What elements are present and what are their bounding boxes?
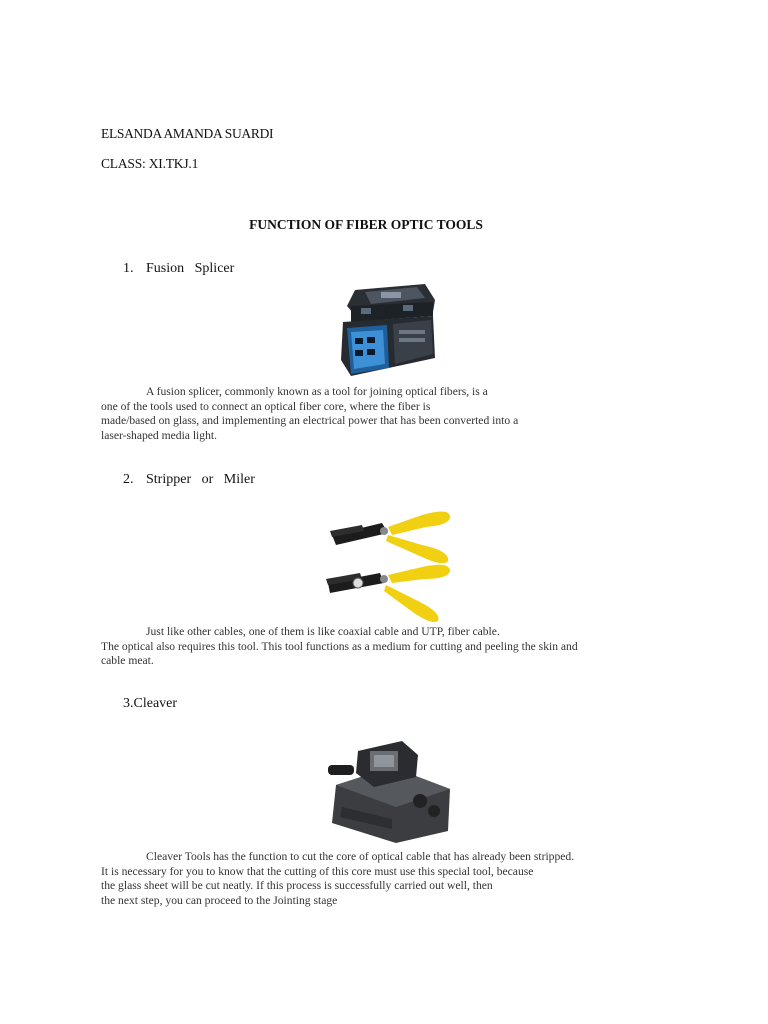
section-title: Fusion Splicer <box>146 261 235 276</box>
paragraph-line: one of the tools used to connect an optical fiber core, where the fiber is <box>101 399 431 413</box>
stripper-image <box>322 505 454 625</box>
cleaver-description <box>101 850 574 909</box>
fusion-splicer-description <box>101 385 518 444</box>
paragraph-line: cable meat. <box>101 654 154 668</box>
section-heading-fusion-splicer <box>123 261 234 277</box>
paragraph-line: made/based on glass, and implementing an electrical power that has been converted into a <box>101 414 519 428</box>
section-number: 2. <box>123 472 134 487</box>
class-label: CLASS: XI.TKJ.1 <box>101 156 199 171</box>
paragraph-line: Cleaver Tools has the function to cut the core of optical cable that has already been stripped. <box>146 850 575 863</box>
section-heading-cleaver: 3.Cleaver <box>123 696 178 711</box>
paragraph-line: laser-shaped media light. <box>101 429 217 443</box>
section-title: Stripper or Miler <box>146 472 255 487</box>
stripper-description <box>101 625 578 669</box>
author-name: ELSANDA AMANDA SUARDI <box>101 126 274 141</box>
section-number: 1. <box>123 261 134 276</box>
paragraph-line: Just like other cables, one of them is like coaxial cable and UTP, fiber cable. <box>146 625 500 638</box>
paragraph-line: The optical also requires this tool. This tool functions as a medium for cutting and peeling the skin and <box>101 639 578 653</box>
paragraph-line: the glass sheet will be cut neatly. If this process is successfully carried out well, then <box>101 879 493 893</box>
paragraph-line: It is necessary for you to know that the cutting of this core must use this special tool, because <box>101 864 534 878</box>
section-heading-stripper <box>123 472 255 488</box>
paragraph-line: A fusion splicer, commonly known as a tool for joining optical fibers, is a <box>146 385 488 398</box>
paragraph-line: the next step, you can proceed to the Jointing stage <box>101 894 338 908</box>
cleaver-image <box>322 737 454 845</box>
fusion-splicer-image <box>337 280 439 382</box>
document-title: FUNCTION OF FIBER OPTIC TOOLS <box>249 217 483 232</box>
